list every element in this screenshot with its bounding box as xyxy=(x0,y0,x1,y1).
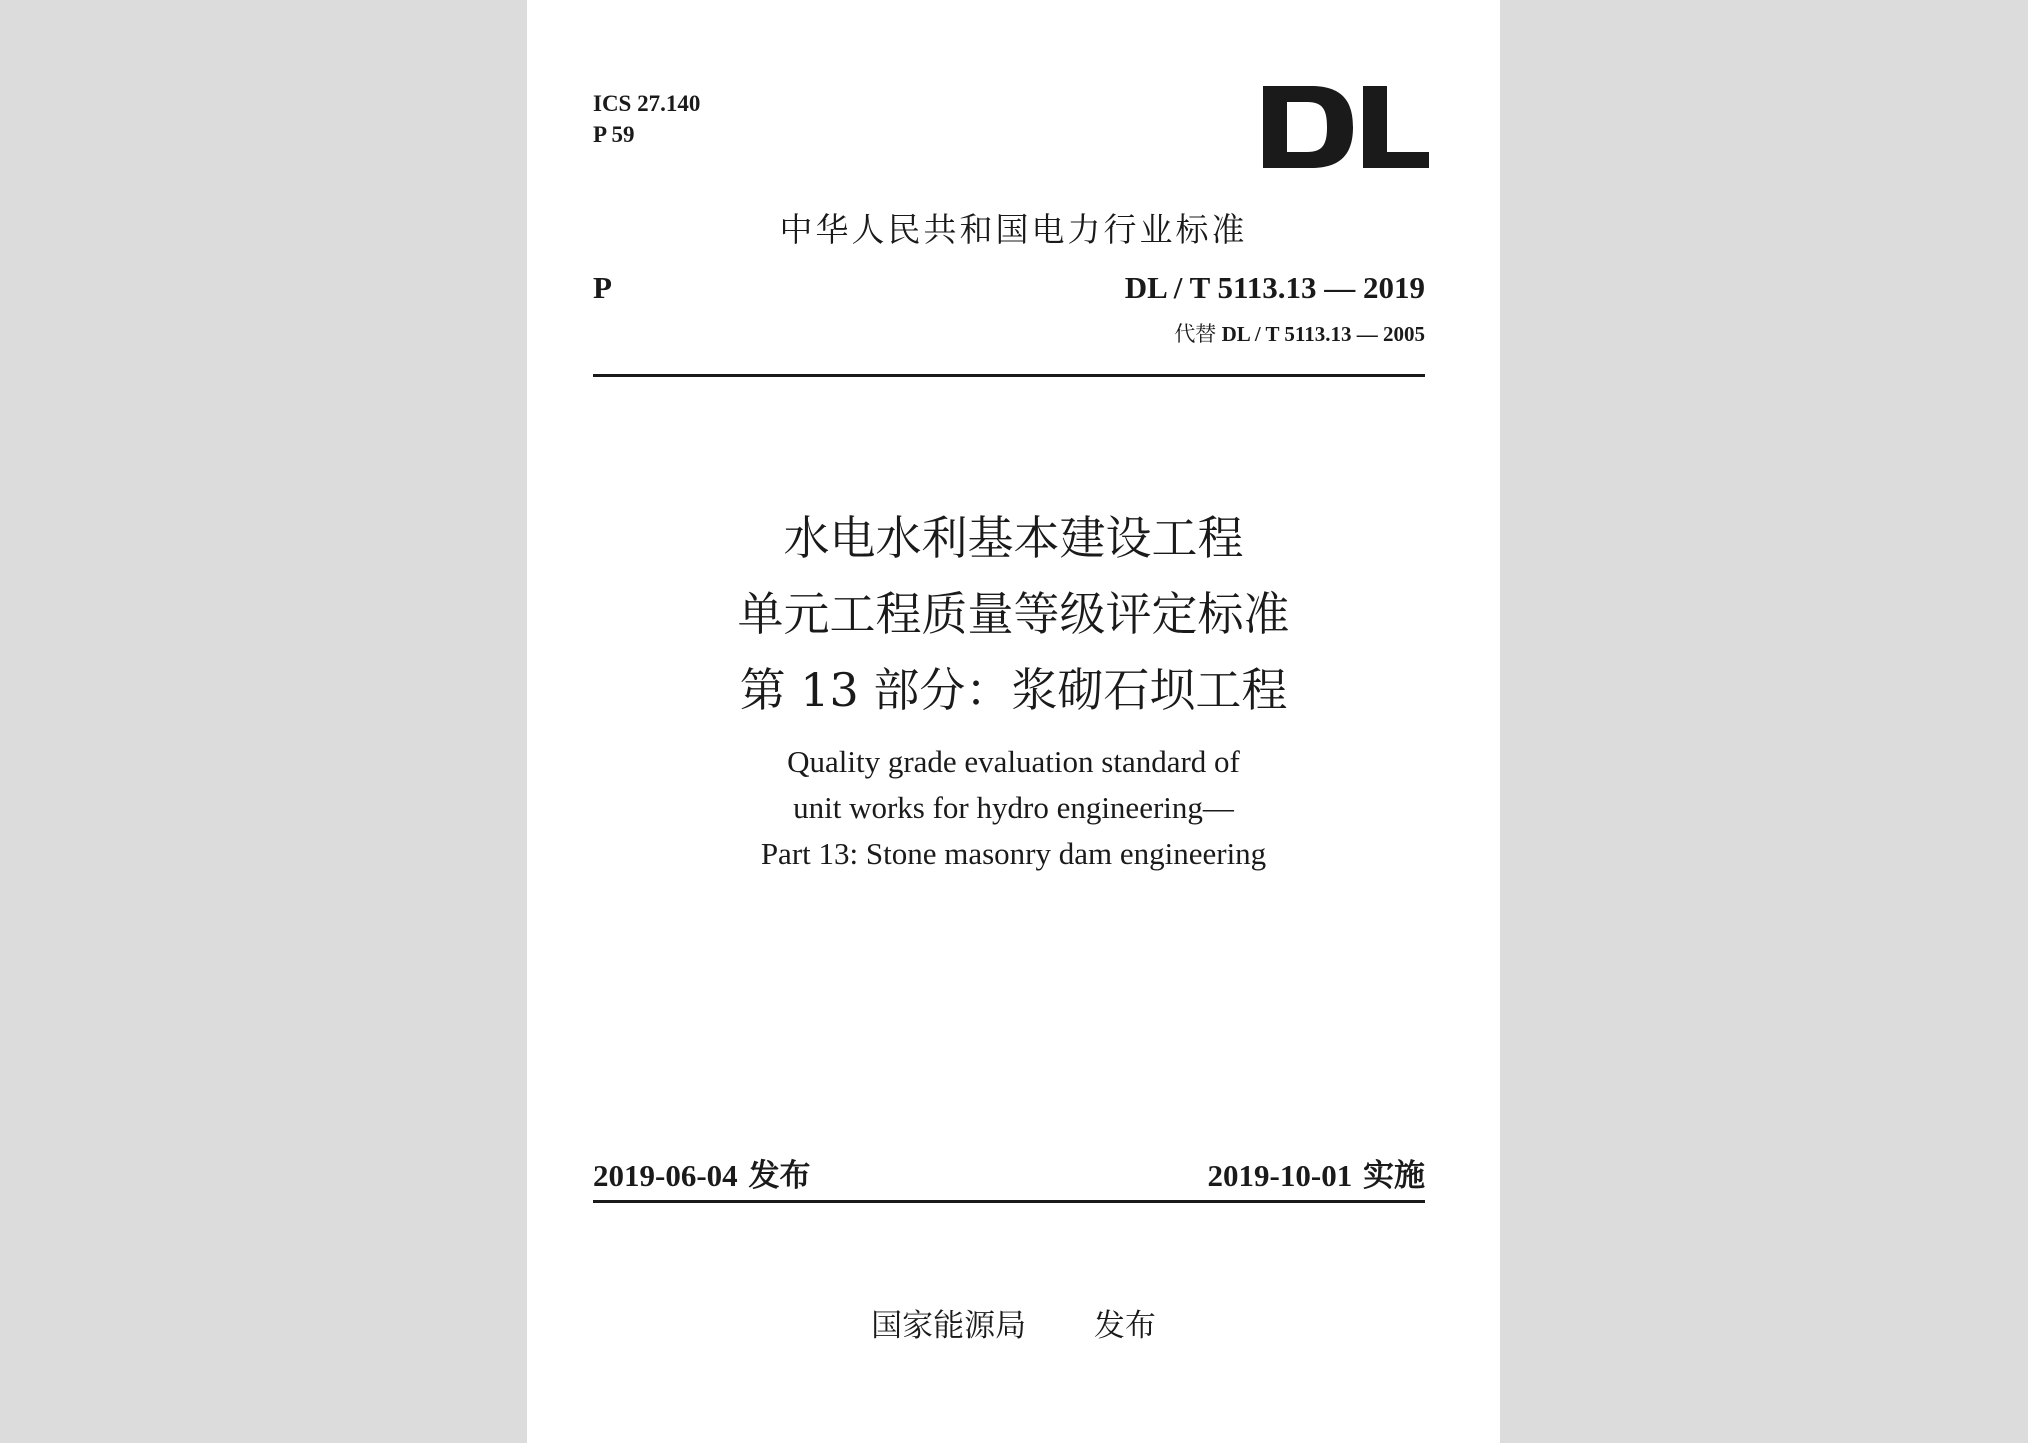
chinese-title-line-2: 单元工程质量等级评定标准 xyxy=(737,587,1290,641)
classification-codes xyxy=(593,88,700,150)
industry-standard-title: 中华人民共和国电力行业标准 xyxy=(779,210,1248,249)
issue-date xyxy=(593,1150,810,1195)
issuing-authority xyxy=(527,1300,1500,1345)
chinese-title-line-3: 第 13 部分：浆砌石坝工程 xyxy=(739,663,1288,717)
english-title xyxy=(527,739,1500,877)
english-title-line-1: Quality grade evaluation standard of xyxy=(787,744,1240,779)
issue-date-value: 2019-06-04 xyxy=(593,1158,738,1193)
effective-label: 实施 xyxy=(1352,1158,1425,1194)
chinese-title-line-1: 水电水利基本建设工程 xyxy=(783,511,1244,565)
english-title-line-2: unit works for hydro engineering— xyxy=(793,790,1234,825)
issuer-action: 发布 xyxy=(1093,1308,1156,1344)
dl-logo xyxy=(1263,86,1429,168)
classification-letter: P xyxy=(593,270,612,305)
chinese-title xyxy=(527,500,1500,728)
replaces-number: DL / T 5113.13 — 2005 xyxy=(1216,322,1425,346)
ccs-code: P 59 xyxy=(593,122,635,147)
effective-date-value: 2019-10-01 xyxy=(1207,1158,1353,1193)
replaces-standard xyxy=(1174,318,1425,348)
issue-label: 发布 xyxy=(737,1158,811,1194)
standard-number: DL / T 5113.13 — 2019 xyxy=(1124,270,1425,305)
document-page xyxy=(527,0,1500,1443)
english-title-line-3: Part 13: Stone masonry dam engineering xyxy=(760,836,1267,871)
footer-divider xyxy=(593,1200,1425,1203)
ics-code: ICS 27.140 xyxy=(593,91,701,116)
issuer-name: 国家能源局 xyxy=(871,1308,1027,1344)
header-divider xyxy=(593,374,1425,377)
effective-date xyxy=(1208,1150,1425,1195)
replaces-label: 代替 xyxy=(1174,322,1217,346)
